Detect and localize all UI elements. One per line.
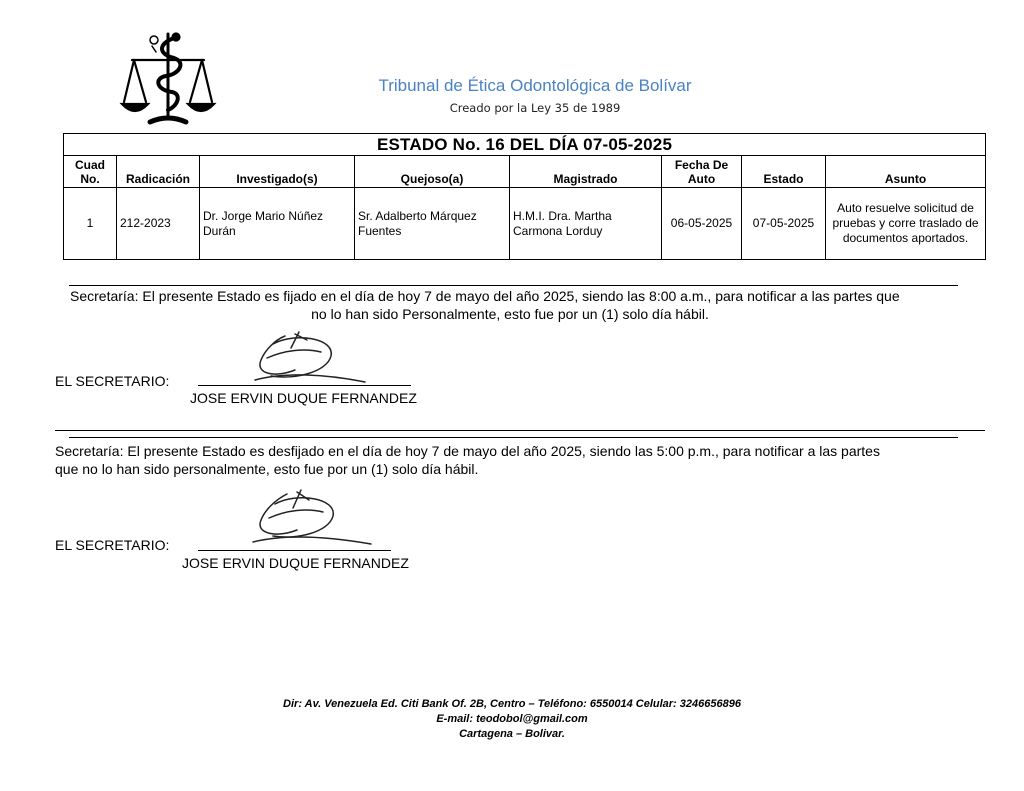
secretario-label: EL SECRETARIO: — [55, 537, 170, 553]
cell-fecha-auto: 06-05-2025 — [662, 188, 742, 260]
footer-address — [200, 697, 824, 742]
cell-magistrado: H.M.I. Dra. Martha Carmona Lorduy — [510, 188, 662, 260]
table-title: ESTADO No. 16 DEL DÍA 07-05-2025 — [64, 134, 986, 156]
desfijacion-line2: que no lo han sido personalmente, esto fue por un (1) solo día hábil. — [55, 461, 479, 477]
footer-line-address: Dir: Av. Venezuela Ed. Citi Bank Of. 2B, Centro – Teléfono: 6550014 Celular: 3246656896 — [283, 698, 741, 710]
scales-of-justice-icon — [118, 26, 218, 130]
cell-estado: 07-05-2025 — [742, 188, 826, 260]
signature-image — [225, 488, 375, 548]
secretario-name: JOSE ERVIN DUQUE FERNANDEZ — [182, 555, 409, 571]
signature-line — [198, 550, 391, 551]
table-row — [64, 188, 986, 260]
col-header-quejoso: Quejoso(a) — [355, 156, 510, 188]
signature-line — [198, 385, 411, 386]
col-header-cuad: Cuad No. — [64, 156, 117, 188]
section-divider — [69, 285, 958, 286]
fijacion-line2: no lo han sido Personalmente, esto fue por un (1) solo día hábil. — [311, 306, 709, 322]
section-divider — [69, 437, 958, 438]
org-title: Tribunal de Ética Odontológica de Bolívar — [378, 76, 692, 95]
fijacion-line1: Secretaría: El presente Estado es fijado en el día de hoy 7 de mayo del año 2025, siendo las 8:00 a.m., para notificar a las partes que — [70, 288, 900, 304]
col-header-asunto: Asunto — [826, 156, 986, 188]
col-header-magistrado: Magistrado — [510, 156, 662, 188]
col-header-radicacion: Radicación — [117, 156, 200, 188]
col-header-estado: Estado — [742, 156, 826, 188]
estado-table — [63, 133, 986, 260]
cell-radicacion: 212-2023 — [117, 188, 200, 260]
cell-investigado: Dr. Jorge Mario Núñez Durán — [200, 188, 355, 260]
desfijacion-line1: Secretaría: El presente Estado es desfijado en el día de hoy 7 de mayo del año 2025, siendo las 5:00 p.m., para notificar a las partes — [55, 443, 880, 459]
cell-quejoso: Sr. Adalberto Márquez Fuentes — [355, 188, 510, 260]
section-divider — [55, 430, 985, 431]
table-header-row — [64, 156, 986, 188]
secretario-name: JOSE ERVIN DUQUE FERNANDEZ — [190, 390, 417, 406]
col-header-investigado: Investigado(s) — [200, 156, 355, 188]
cell-asunto: Auto resuelve solicitud de pruebas y corre traslado de documentos aportados. — [826, 188, 986, 260]
secretario-label: EL SECRETARIO: — [55, 373, 170, 389]
col-header-fecha-auto: Fecha De Auto — [662, 156, 742, 188]
org-subtitle: Creado por la Ley 35 de 1989 — [449, 101, 621, 115]
footer-line-email: E-mail: teodobol@gmail.com — [436, 713, 588, 725]
signature-image — [225, 330, 375, 386]
cell-cuad: 1 — [64, 188, 117, 260]
footer-line-city: Cartagena – Bolivar. — [459, 728, 565, 740]
